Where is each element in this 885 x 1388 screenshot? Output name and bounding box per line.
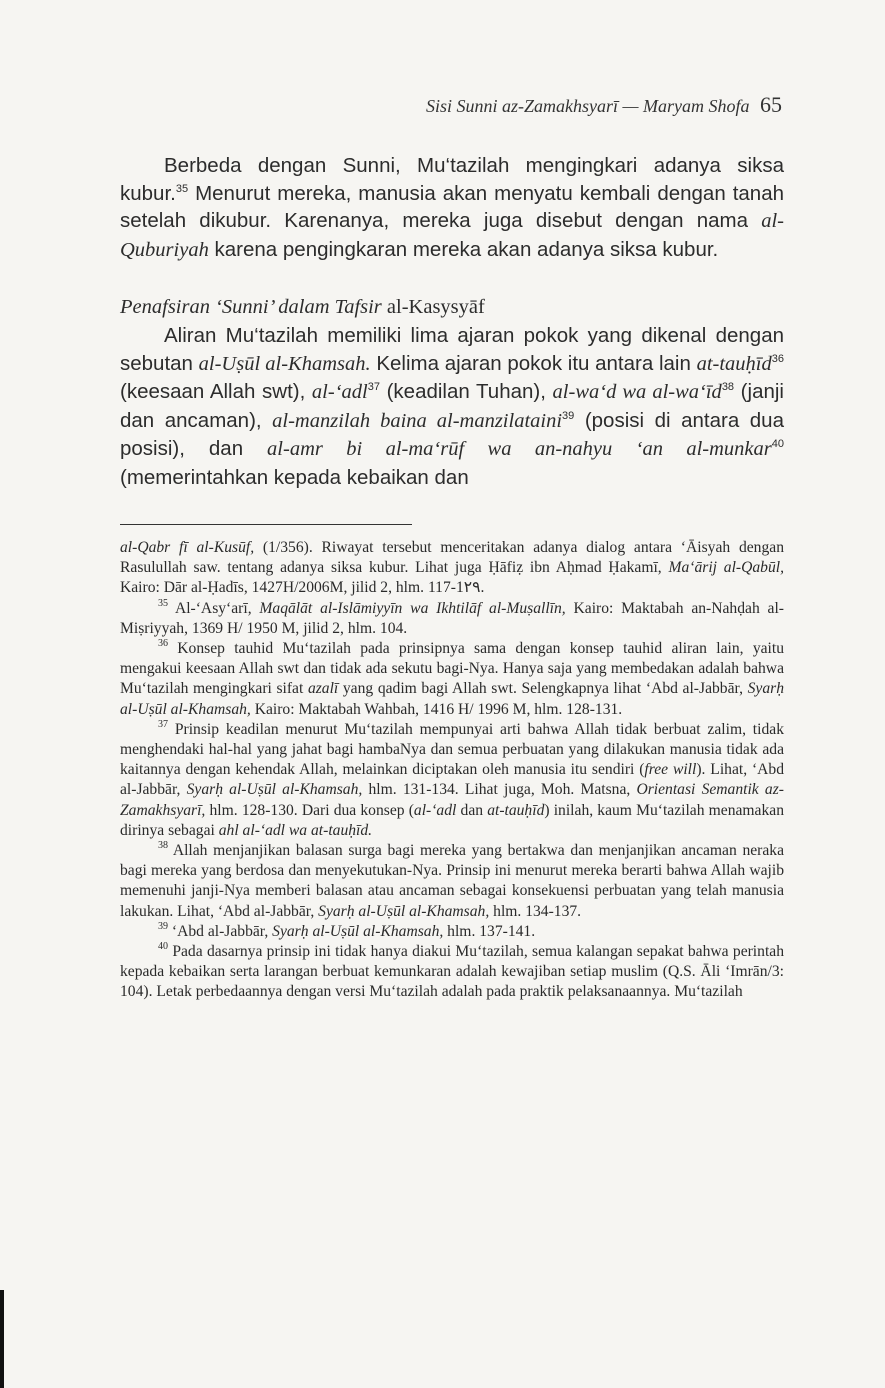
text-run: Aliran Mu‘tazilah memiliki lima ajaran pokok yang dikenal dengan sebutan — [120, 323, 784, 375]
text-run: Al-‘Asy‘arī, — [168, 599, 260, 617]
footnote-ref-36: 36 — [771, 352, 784, 365]
italic-term: al-Uṣūl al-Khamsah. — [198, 352, 371, 375]
italic-title: al-Qabr fī al-Kusūf, — [120, 539, 255, 556]
footnote-number: 36 — [158, 638, 168, 650]
italic-term: al-‘adl — [311, 381, 368, 404]
text-run: ) inilah, kaum Mu‘tazilah menamakan dirinya sebagai — [120, 801, 784, 839]
footnote-ref-38: 38 — [721, 381, 735, 394]
text-run: Prinsip keadilan menurut Mu‘tazilah mempunyai arti bahwa Allah tidak berbuat zalim, tidak menghendaki hal-hal yang jahat bagi hambaNya dan semua perbuatan yang dilakukan manusia tidak ada kaitannya dengan kehendak Allah, melainkan diciptakan oleh manusia itu sendiri ( — [120, 720, 784, 779]
paragraph-siksa-kubur — [120, 152, 784, 264]
footnote-number: 38 — [158, 840, 168, 852]
text-run: Kelima ajaran pokok itu antara lain — [370, 351, 697, 375]
text-run: Pada dasarnya prinsip ini tidak hanya diakui Mu‘tazilah, semua kalangan sepakat bahwa perintah kepada kebaikan serta larangan berbuat kemunkaran adalah kewajiban setiap muslim (Q.S. Āli ‘Imrān/3: 104). Letak perbedaannya dengan versi Mu‘tazilah adalah pada praktik pelaksanaannya. Mu‘tazilah — [120, 943, 784, 1001]
footnotes — [120, 538, 784, 1003]
footnote-35 — [120, 599, 784, 639]
footnote-ref-39: 39 — [562, 409, 575, 422]
text-run: Kairo: Maktabah Wahbah, 1416 H/ 1996 M, hlm. 128-131. — [250, 700, 623, 718]
text-run: Menurut mereka, manusia akan menyatu kembali dengan tanah setelah dikubur. Karenanya, mereka juga disebut dengan nama — [120, 181, 784, 233]
footnote-ref-35: 35 — [175, 182, 189, 195]
italic-term: al-wa‘d wa al-wa‘īd — [552, 381, 722, 404]
section-heading-plain: al-Kasysyāf — [381, 296, 485, 319]
text-run: (janji dan ancaman), — [120, 380, 784, 432]
running-header — [120, 92, 782, 118]
italic-title: Syarḥ al-Uṣūl al-Khamsah, — [318, 902, 490, 920]
text-run: hlm. 134-137. — [489, 902, 582, 920]
italic-title: azalī — [307, 680, 339, 698]
italic-title: free will — [644, 761, 697, 779]
footnote-38 — [120, 841, 784, 922]
text-run: (memerintahkan kepada kebaikan dan — [120, 465, 469, 489]
text-run: hlm. 137-141. — [443, 922, 536, 940]
text-run: Kairo: Maktabah an-Nahḍah al-Miṣriyyah, 1369 H/ 1950 M, jilid 2, hlm. 104. — [120, 599, 784, 637]
text-run: hlm. 131-134. Lihat juga, Moh. Matsna, — [362, 781, 637, 799]
text-run: dan — [456, 801, 488, 819]
running-title: Sisi Sunni az-Zamakhsyarī — Maryam Shofa — [426, 96, 750, 116]
footnote-ref-40: 40 — [771, 438, 784, 451]
italic-title: Ma‘ārij al-Qabūl, — [668, 559, 784, 577]
footnote-number: 39 — [158, 920, 168, 932]
text-run: hlm. 128-130. Dari dua konsep ( — [205, 801, 414, 819]
footnote-number: 37 — [158, 718, 168, 730]
italic-title: Syarḥ al-Uṣūl al-Khamsah, — [272, 922, 444, 940]
footnote-37 — [120, 720, 784, 841]
italic-term: al-manzilah baina al-manzilataini — [272, 409, 563, 432]
italic-title: Orientasi Semantik az-Zamakhsyarī, — [120, 781, 784, 819]
footnote-39 — [120, 922, 784, 942]
binding-edge — [0, 1290, 4, 1388]
text-run: karena pengingkaran mereka akan adanya siksa kubur. — [208, 237, 719, 261]
section-heading-italic: Penafsiran ‘Sunni’ dalam Tafsir — [120, 296, 382, 319]
text-run: ). Lihat, ‘Abd al-Jabbār, — [120, 761, 784, 799]
main-text — [120, 152, 784, 492]
italic-title: al-‘adl — [413, 801, 457, 819]
section-heading — [120, 293, 784, 322]
text-run: (keadilan Tuhan), — [379, 380, 553, 404]
paragraph-ajaran-pokok — [120, 322, 784, 492]
text-run: Allah menjanjikan balasan surga bagi mereka yang bertakwa dan menjanjikan ancaman neraka bagi mereka yang berdosa dan menyekutukan-Nya. Prinsip ini menurut mereka berarti bahwa Allah wajib memenuhi janji-Nya memberi balasan atau ancaman sebagai konsekuensi perbuatan yang telah manusia lakukan. Lihat, ‘Abd al-Jabbār, — [120, 842, 784, 920]
italic-term: al-Quburiyah — [120, 210, 784, 261]
italic-term: al-amr bi al-ma‘rūf wa an-nahyu ‘an al-munkar — [267, 438, 772, 461]
footnote-separator — [120, 524, 412, 525]
text-run: yang qadim bagi Allah swt. Selengkapnya lihat ‘Abd al-Jabbār, — [338, 680, 748, 698]
italic-title: Syarḥ al-Uṣūl al-Khamsah, — [186, 781, 363, 799]
text-run: (1/356). Riwayat tersebut menceritakan adanya dialog antara ‘Āisyah dengan Rasulullah saw. tentang adanya siksa kubur. Lihat juga Ḥāfiẓ ibn Aḥmad Ḥakamī, — [120, 539, 784, 577]
text-run: Berbeda dengan Sunni, Mu‘tazilah mengingkari adanya siksa kubur. — [120, 154, 784, 205]
italic-title: Maqālāt al-Islāmiyyīn wa Ikhtilāf al-Muṣallīn, — [259, 599, 566, 617]
text-run: (keesaan Allah swt), — [120, 380, 312, 404]
footnote-number: 40 — [158, 941, 168, 953]
footnote-36 — [120, 639, 784, 720]
text-run: (posisi di antara dua posisi), dan — [120, 408, 784, 461]
italic-title: Syarḥ al-Uṣūl al-Khamsah, — [120, 680, 784, 718]
page-number: 65 — [760, 92, 782, 117]
footnote-40 — [120, 942, 784, 1003]
footnote-continuation — [120, 538, 784, 599]
text-run: Kairo: Dār al-Ḥadīs, 1427H/2006M, jilid 2, hlm. 117-1٢٩. — [120, 579, 485, 597]
italic-title: at-tauḥīd — [487, 801, 545, 819]
footnote-number: 35 — [158, 597, 168, 609]
text-run: ‘Abd al-Jabbār, — [168, 922, 273, 940]
italic-title: ahl al-‘adl wa at-tauḥīd. — [218, 821, 373, 839]
text-run: Konsep tauhid Mu‘tazilah pada prinsipnya sama dengan konsep tauhid aliran lain, yaitu mengakui keesaan Allah swt dan tidak ada sekutu bagi-Nya. Hanya saja yang membedakan adalah bahwa Mu‘tazilah mengingkari sifat — [120, 640, 784, 698]
footnote-ref-37: 37 — [367, 381, 380, 394]
italic-term: at-tauḥīd — [696, 352, 772, 375]
